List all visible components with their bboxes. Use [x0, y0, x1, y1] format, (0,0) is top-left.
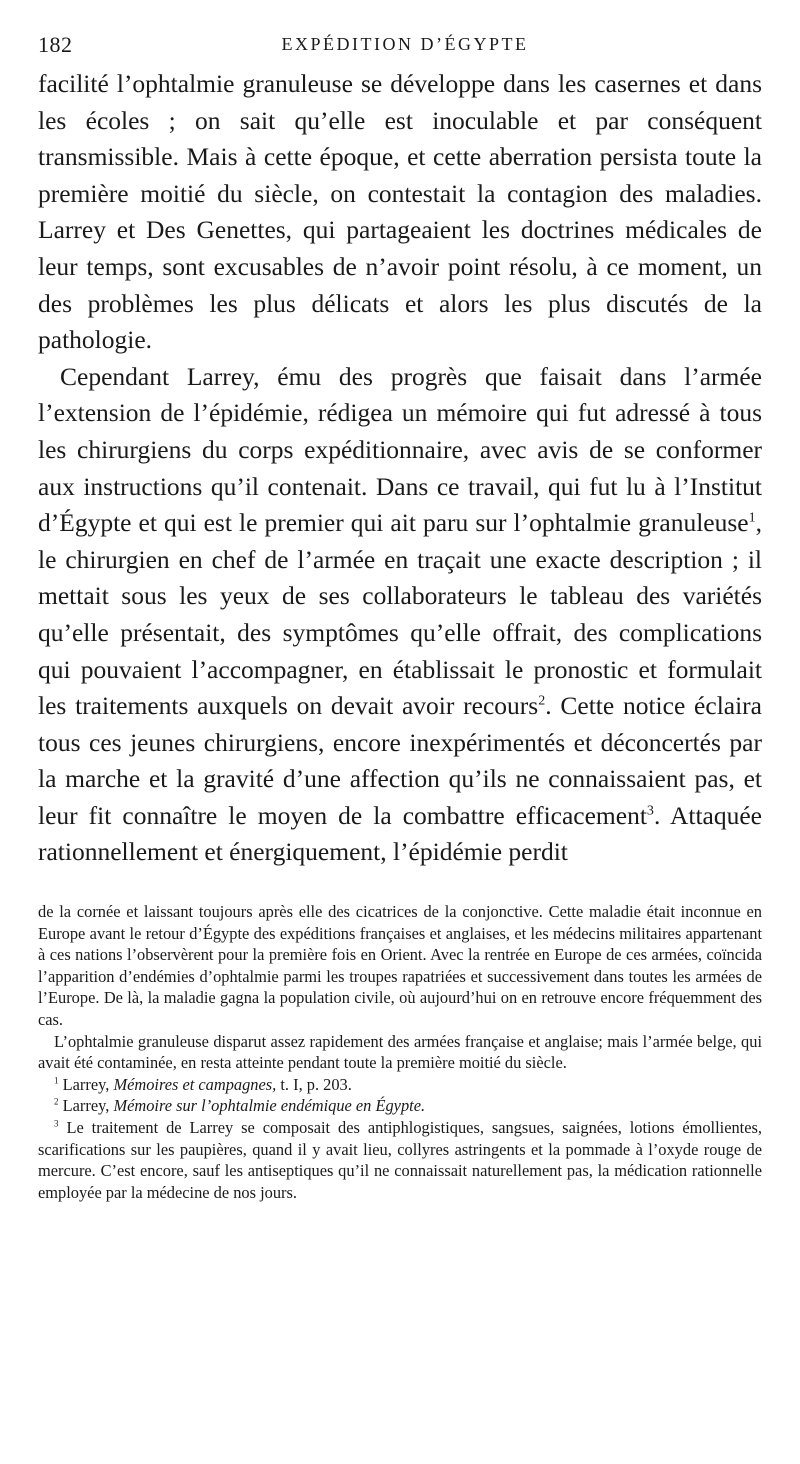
footnote-continuation: de la cornée et laissant toujours après elle des cicatrices de la conjonctive. Cette maladie était inconnue en Europe avant le retour d’Égypte des expéditions françaises et anglaises, et les médecins militaires appartenant à ces nations l’observèrent pour la première fois en Orient. Avec la rentrée en Europe de ces armées, coïncida l’apparition d’endémies d’ophtalmie parmi les troupes rapatriées et successivement dans toutes les armées de l’Europe. De là, la maladie gagna la population civile, où aujourd’hui on en retrouve encore fréquemment des cas.	[38, 902, 762, 1030]
footnote-ref-2[interactable]: 2	[538, 693, 546, 709]
footnote-title: Mémoires et campagnes,	[113, 1074, 277, 1094]
footnote-ref-3[interactable]: 3	[646, 803, 654, 819]
footnote-text: Le traitement de Larrey se composait des antiphlogistiques, sangsues, saignées, lotions émollientes, scarifications sur les paupières, quand il y avait lieu, collyres astringents et la pommade à l’oxyde rouge de mercure. C’est encore, sauf les antiseptiques qu’il ne connaissait naturellement pas, la médication rationnelle employée par la médecine de nos jours.	[38, 1118, 762, 1202]
footnote-marker-2: 2	[54, 1096, 59, 1107]
footnote-marker-1: 1	[54, 1075, 59, 1086]
footnote-3	[38, 1117, 762, 1203]
paragraph-larrey-memoir	[38, 359, 762, 871]
text-span: , le chirurgien en chef de l’armée en traçait une exacte description ; il mettait sous les yeux de ses collaborateurs le tableau des variétés qu’elle présentait, des symptômes qu’elle offrait, des complications qui pouvaient l’accompagner, en établissait le pronostic et formulait les traitements auxquels on devait avoir recours	[38, 508, 762, 721]
text-span: . Attaquée rationnellement et énergiquement, l’épidémie perdit	[38, 800, 762, 867]
text-span: Cependant Larrey, ému des progrès que faisait dans l’armée l’extension de l’épidémie, rédigea un mémoire qui fut adressé à tous les chirurgiens du corps expéditionnaire, avec avis de se conformer aux instructions qu’il contenait. Dans ce travail, qui fut lu à l’Institut d’Égypte et qui est le premier qui ait paru sur l’ophtalmie granuleuse	[38, 361, 762, 538]
footnote-marker-3: 3	[54, 1118, 59, 1129]
footnote-citation: t. I, p. 203.	[280, 1074, 352, 1094]
footnote-continuation-2: L’ophtalmie granuleuse disparut assez rapidement des armées française et anglaise; mais l’armée belge, qui avait été contaminée, en resta atteinte pendant toute la première moitié du siècle.	[38, 1031, 762, 1073]
footnote-2	[38, 1095, 762, 1117]
footnote-title: Mémoire sur l’ophtalmie endémique en Égypte.	[113, 1096, 426, 1116]
footnote-author: Larrey,	[62, 1096, 110, 1116]
page-number: 182	[38, 32, 73, 57]
running-head: EXPÉDITION D’ÉGYPTE	[281, 34, 529, 54]
footnote-ref-1[interactable]: 1	[748, 510, 756, 526]
main-text	[38, 66, 762, 871]
paragraph-continuation: facilité l’ophtalmie granuleuse se développe dans les casernes et dans les écoles ; on sait qu’elle est inoculable et par conséquent transmissible. Mais à cette époque, et cette aberration persista toute la première moitié du siècle, on contestait la contagion des maladies. Larrey et Des Genettes, qui partageaient les doctrines médicales de leur temps, sont excusables de n’avoir point résolu, à ce moment, un des problèmes les plus délicats et alors les plus discutés de la pathologie.	[38, 69, 762, 355]
page-header	[38, 30, 762, 64]
text-span: . Cette notice éclaira tous ces jeunes chirurgiens, encore inexpérimentés et déconcertés par la marche et la gravité d’une affection qu’ils ne connaissaient pas, et leur fit connaître le moyen de la combattre efficacement	[38, 691, 762, 830]
footnote-author: Larrey,	[62, 1074, 110, 1094]
footnotes	[38, 901, 762, 1203]
footnote-1	[38, 1074, 762, 1096]
